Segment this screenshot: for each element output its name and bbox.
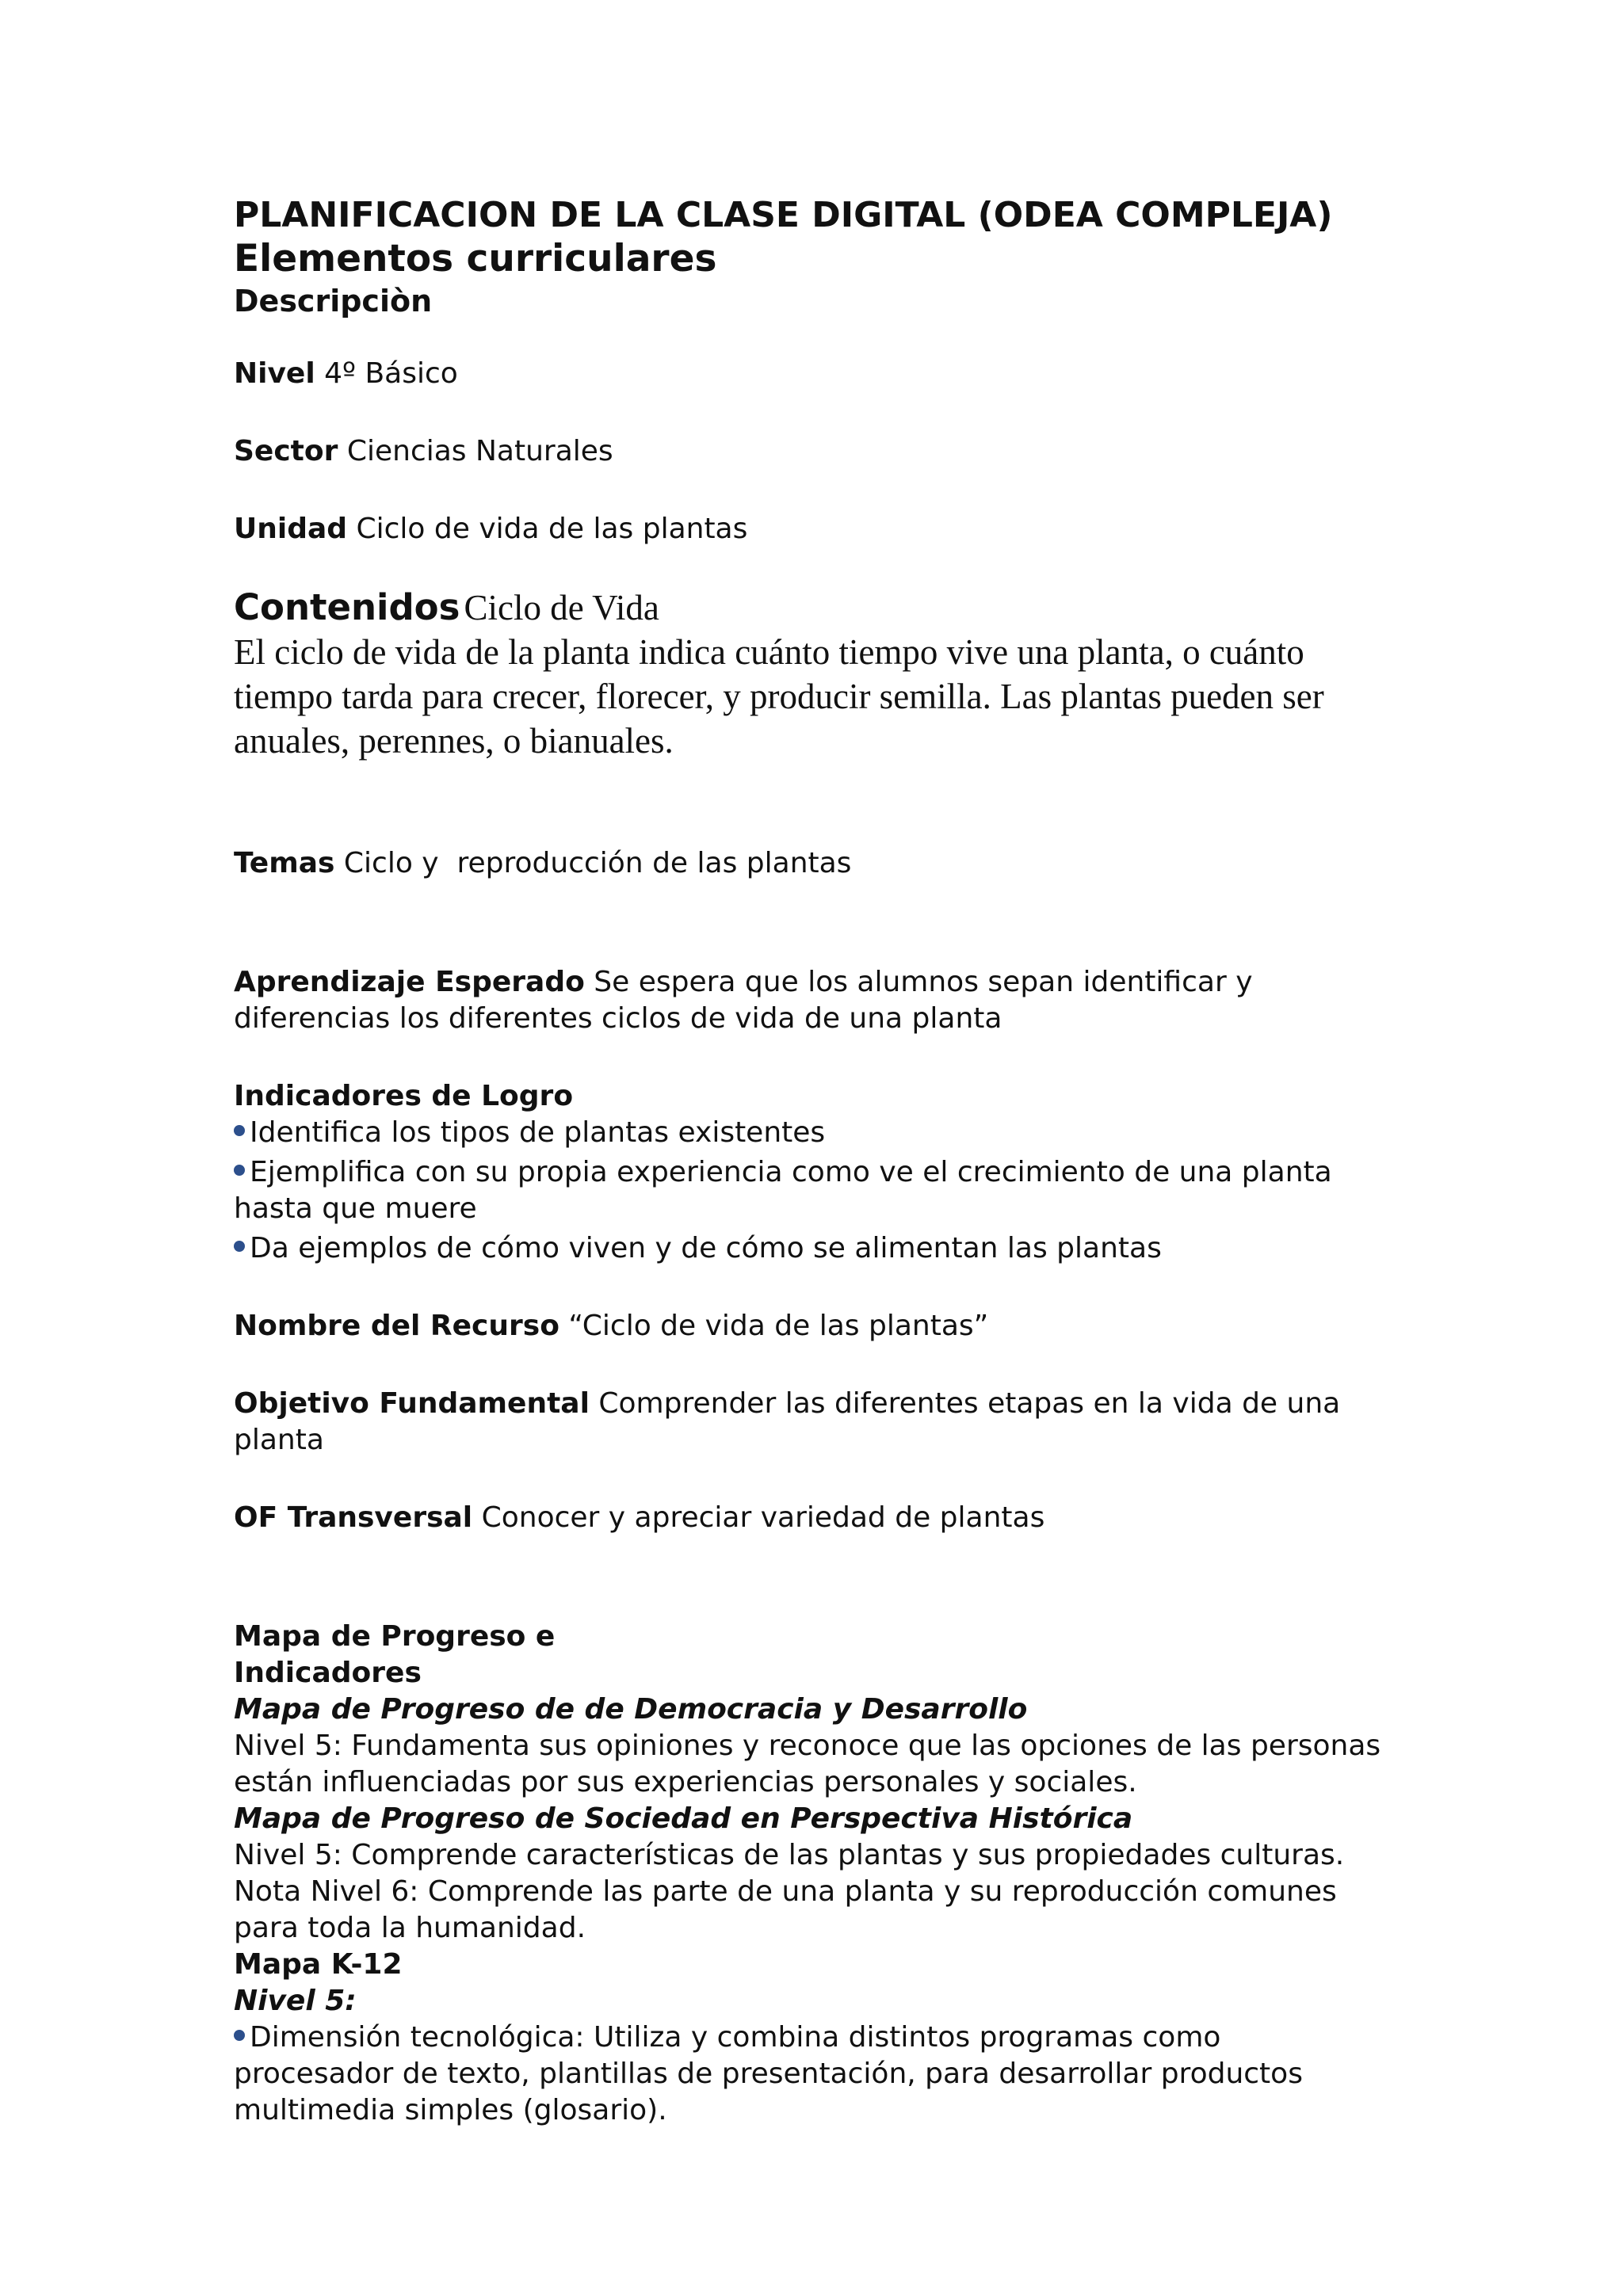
mapa-heading-line1: Mapa de Progreso e [234,1620,556,1653]
of-transversal-label: OF Transversal [234,1501,473,1534]
contenidos-block [234,585,1375,763]
aprendizaje-value: Se espera que los alumnos sepan identificar y diferencias los diferentes ciclos de vida de una planta [234,966,1253,1035]
document-page [234,194,1399,2129]
document-subtitle: Elementos curriculares [234,237,717,280]
nivel-field [234,356,1399,392]
nivel-label: Nivel [234,357,315,390]
recurso-value: “Ciclo de vida de las plantas” [568,1310,989,1342]
k12-title: Mapa K-12 [234,1948,403,1981]
democracia-title: Mapa de Progreso de de Democracia y Desarrollo [234,1693,1028,1726]
indicadores-list [234,1115,1375,1267]
aprendizaje-label: Aprendizaje Esperado [234,966,585,998]
bullet-icon [234,1241,245,1252]
list-item: Dimensión tecnológica: Utiliza y combina distintos programas como procesador de texto, plantillas de presentación, para desarrollar productos multimedia simples (glosario). [234,2021,1303,2126]
unidad-field [234,511,1399,547]
temas-label: Temas [234,847,335,879]
list-item: Ejemplifica con su propia experiencia como ve el crecimiento de una planta hasta que muere [234,1156,1332,1225]
bullet-icon [234,1165,245,1176]
k12-list [234,2019,1383,2129]
aprendizaje-field [234,964,1375,1037]
democracia-text: Nivel 5: Fundamenta sus opiniones y reconoce que las opciones de las personas están influenciadas por sus experiencias personales y sociales. [234,1730,1381,1798]
unidad-label: Unidad [234,513,348,545]
of-transversal-value: Conocer y apreciar variedad de plantas [481,1501,1045,1534]
list-item: Identifica los tipos de plantas existentes [234,1115,1375,1151]
objetivo-field [234,1386,1399,1459]
nivel-value: 4º Básico [324,357,458,390]
of-transversal-field [234,1500,1399,1536]
objetivo-label: Objetivo Fundamental [234,1387,590,1420]
contenidos-body: El ciclo de vida de la planta indica cuánto tiempo vive una planta, o cuánto tiempo tarda para crecer, florecer, y producir semilla. Las plantas pueden ser anuales, perennes, o bianuales. [234,632,1324,761]
temas-field [234,845,1399,882]
objetivo-value: Comprender las diferentes etapas en la vida de una planta [234,1387,1341,1456]
bullet-icon [234,2030,245,2041]
document-title: PLANIFICACION DE LA CLASE DIGITAL (ODEA COMPLEJA) [234,195,1333,235]
sector-field [234,433,1399,470]
section-heading: Descripciòn [234,284,433,318]
k12-level: Nivel 5: [234,1985,357,2017]
list-item: Da ejemplos de cómo viven y de cómo se alimentan las plantas [234,1230,1375,1267]
contenidos-label: Contenidos [234,586,460,628]
contenidos-value: Ciclo de Vida [464,588,659,627]
sociedad-text-2: Nota Nivel 6: Comprende las parte de una planta y su reproducción comunes para toda la humanidad. [234,1875,1337,1944]
mapa-section [234,1619,1383,2129]
unidad-value: Ciclo de vida de las plantas [356,513,748,545]
sector-label: Sector [234,435,338,467]
recurso-label: Nombre del Recurso [234,1310,559,1342]
sociedad-title: Mapa de Progreso de Sociedad en Perspectiva Histórica [234,1802,1133,1835]
sector-value: Ciencias Naturales [346,435,613,467]
recurso-field [234,1308,1399,1344]
temas-value: Ciclo y reproducción de las plantas [343,847,852,879]
indicadores-heading: Indicadores de Logro [234,1080,574,1112]
bullet-icon [234,1125,245,1136]
sociedad-text-1: Nivel 5: Comprende características de las plantas y sus propiedades culturas. [234,1839,1345,1871]
mapa-heading-line2: Indicadores [234,1657,422,1689]
